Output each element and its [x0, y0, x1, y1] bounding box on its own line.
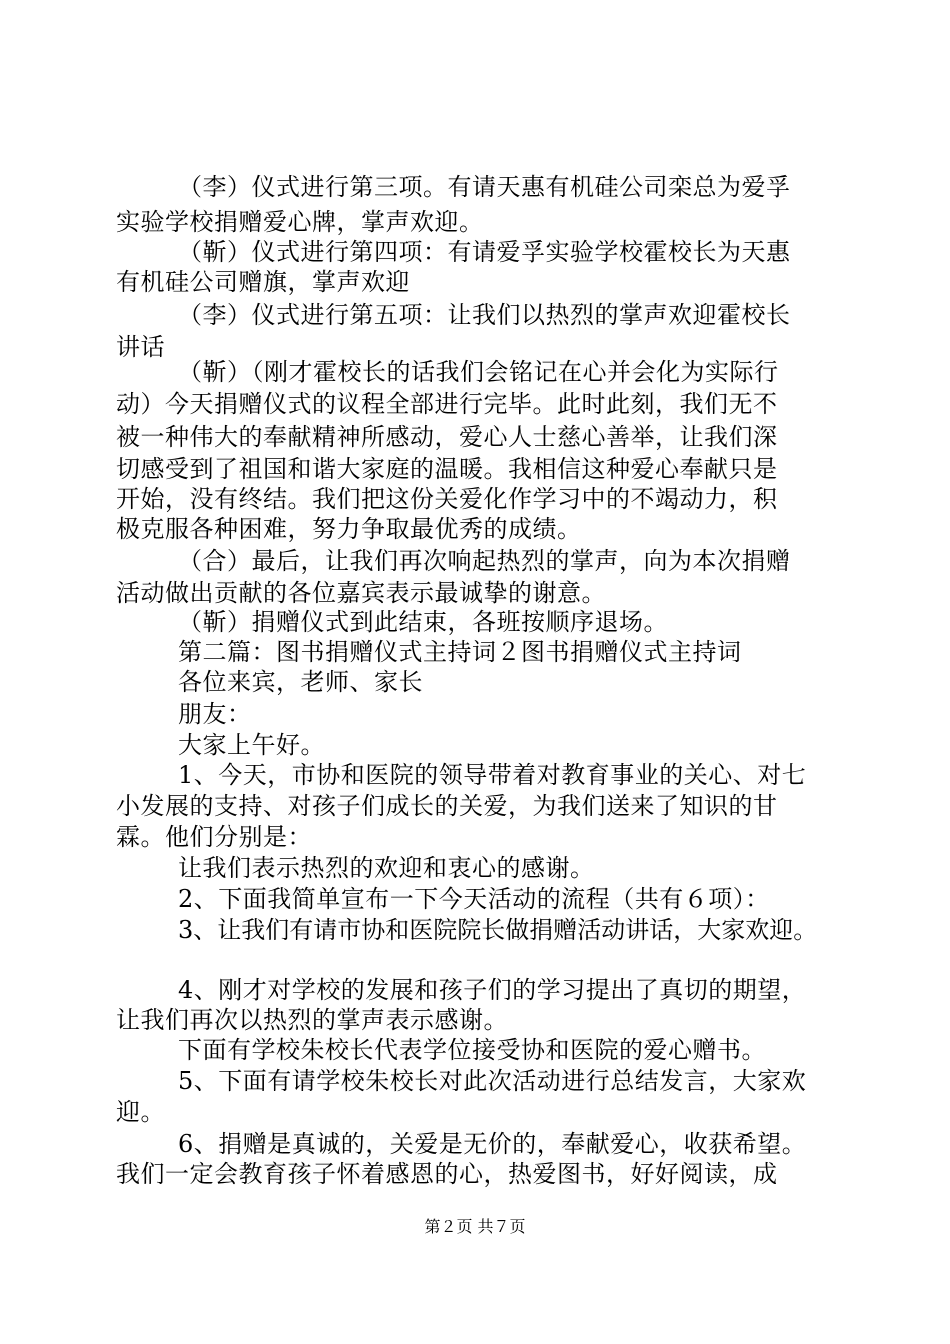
page-number-footer: 第２页 共７页	[424, 1217, 526, 1236]
text-line-31: 6、捐赠是真诚的，关爱是无价的，奉献爱心，收获希望。	[178, 1130, 807, 1158]
text-line-9: 被一种伟大的奉献精神所感动，爱心人士慈心善举，让我们深	[116, 423, 778, 451]
text-line-3: （靳）仪式进行第四项：有请爱孚实验学校霍校长为天惠	[178, 238, 791, 266]
text-line-21: 小发展的支持、对孩子们成长的关爱，为我们送来了知识的甘	[116, 792, 778, 820]
text-line-23: 让我们表示热烈的欢迎和衷心的感谢。	[178, 854, 595, 882]
text-line-11: 开始，没有终结。我们把这份关爱化作学习中的不竭动力，积	[116, 485, 778, 513]
text-line-1: （李）仪式进行第三项。有请天惠有机硅公司栾总为爱孚	[178, 173, 791, 201]
text-line-27: 让我们再次以热烈的掌声表示感谢。	[116, 1006, 508, 1034]
text-line-2: 实验学校捐赠爱心牌，掌声欢迎。	[116, 208, 484, 236]
text-line-28: 下面有学校朱校长代表学位接受协和医院的爱心赠书。	[178, 1036, 766, 1064]
text-line-32: 我们一定会教育孩子怀着感恩的心，热爱图书，好好阅读，成	[116, 1160, 778, 1188]
text-line-14: 活动做出贡献的各位嘉宾表示最诚挚的谢意。	[116, 579, 606, 607]
text-line-10: 切感受到了祖国和谐大家庭的温暖。我相信这种爱心奉献只是	[116, 455, 778, 483]
text-line-20: 1、今天，市协和医院的领导带着对教育事业的关心、对七	[178, 761, 807, 789]
text-line-13: （合）最后，让我们再次响起热烈的掌声，向为本次捐赠	[178, 547, 791, 575]
text-line-15: （靳）捐赠仪式到此结束，各班按顺序退场。	[178, 608, 668, 636]
text-line-30: 迎。	[116, 1098, 165, 1126]
text-line-22: 霖。他们分别是：	[116, 823, 312, 851]
text-line-26: 4、刚才对学校的发展和孩子们的学习提出了真切的期望，	[178, 976, 807, 1004]
text-line-5: （李）仪式进行第五项：让我们以热烈的掌声欢迎霍校长	[178, 301, 791, 329]
text-line-24: 2、下面我简单宣布一下今天活动的流程（共有６项）：	[178, 885, 770, 913]
text-line-7: （靳）（刚才霍校长的话我们会铭记在心并会化为实际行	[178, 358, 779, 386]
text-line-17: 各位来宾，老师、家长	[178, 668, 423, 696]
text-line-12: 极克服各种困难，努力争取最优秀的成绩。	[116, 515, 582, 543]
text-line-19: 大家上午好。	[178, 731, 325, 759]
text-line-18: 朋友：	[178, 700, 252, 728]
text-line-6: 讲话	[116, 333, 165, 361]
text-line-8: 动）今天捐赠仪式的议程全部进行完毕。此时此刻，我们无不	[116, 390, 778, 418]
text-line-16: 第二篇：图书捐赠仪式主持词２图书捐赠仪式主持词	[178, 638, 742, 666]
text-line-29: 5、下面有请学校朱校长对此次活动进行总结发言，大家欢	[178, 1067, 807, 1095]
text-line-4: 有机硅公司赠旗，掌声欢迎	[116, 268, 410, 296]
text-line-25: 3、让我们有请市协和医院院长做捐赠活动讲话，大家欢迎。	[178, 916, 818, 944]
